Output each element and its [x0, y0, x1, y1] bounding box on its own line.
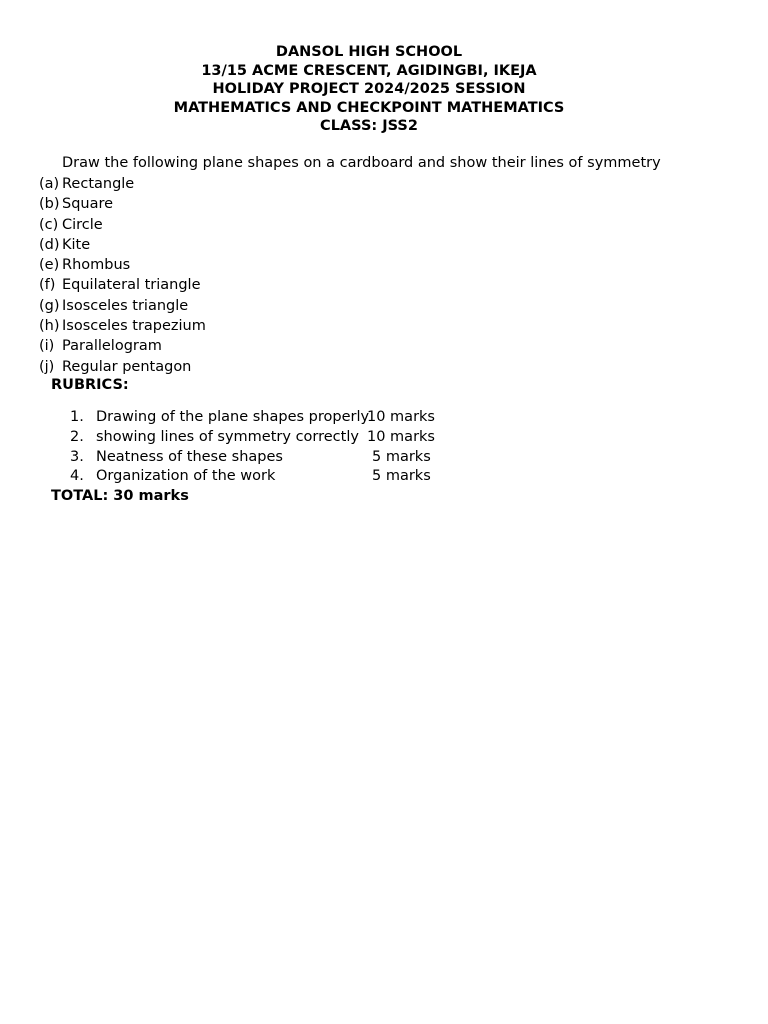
list-item [39, 194, 206, 214]
item-text: Regular pentagon [62, 358, 192, 375]
rubric-marks: 5 marks [372, 448, 431, 465]
item-letter: (c) [39, 216, 59, 233]
list-item [39, 296, 206, 316]
project-title: HOLIDAY PROJECT 2024/2025 SESSION [212, 81, 526, 97]
rubrics-list [70, 408, 490, 487]
item-text: Kite [62, 236, 91, 253]
rubrics-heading: RUBRICS: [51, 377, 129, 393]
subject-title: MATHEMATICS AND CHECKPOINT MATHEMATICS [173, 99, 565, 116]
item-text: Parallelogram [62, 338, 162, 355]
rubric-text: Neatness of these shapes [96, 448, 283, 465]
item-text: Isosceles triangle [62, 297, 189, 314]
rubric-marks: 5 marks [372, 468, 431, 485]
rubric-marks: 10 marks [367, 428, 435, 445]
rubric-text: Drawing of the plane shapes properly [96, 409, 370, 425]
item-letter: (i) [39, 338, 55, 355]
class-label: CLASS: JSS2 [320, 118, 418, 134]
item-text: Isosceles trapezium [62, 318, 206, 335]
item-letter: (f) [39, 277, 56, 294]
item-letter: (d) [39, 236, 60, 253]
list-item [39, 316, 206, 336]
rubric-item [70, 428, 490, 448]
rubric-item [70, 467, 490, 487]
list-item [39, 215, 206, 235]
list-item [39, 357, 206, 377]
list-item [39, 174, 206, 194]
item-letter: (b) [39, 196, 60, 213]
school-address: 13/15 ACME CRESCENT, AGIDINGBI, IKEJA [201, 62, 537, 79]
rubric-number: 2. [70, 428, 84, 445]
instruction-text: Draw the following plane shapes on a cardboard and show their lines of symmetry [62, 155, 661, 171]
shapes-list [39, 174, 206, 377]
item-letter: (j) [39, 358, 55, 375]
list-item [39, 275, 206, 295]
total-marks: TOTAL: 30 marks [51, 488, 189, 504]
list-item [39, 336, 206, 356]
item-text: Circle [62, 216, 103, 233]
rubric-text: Organization of the work [96, 468, 276, 485]
item-text: Rectangle [62, 176, 135, 192]
item-letter: (g) [39, 297, 60, 314]
document-header [0, 43, 738, 136]
rubric-item [70, 448, 490, 468]
rubric-item [70, 408, 490, 428]
item-text: Square [62, 196, 114, 213]
rubric-number: 1. [70, 409, 84, 425]
school-name: DANSOL HIGH SCHOOL [275, 44, 463, 60]
rubric-marks: 10 marks [367, 409, 435, 425]
item-text: Equilateral triangle [62, 277, 201, 294]
item-letter: (h) [39, 318, 60, 335]
item-letter: (a) [39, 176, 60, 192]
rubric-number: 4. [70, 468, 84, 485]
list-item [39, 255, 206, 275]
item-letter: (e) [39, 257, 60, 274]
rubric-number: 3. [70, 448, 84, 465]
item-text: Rhombus [62, 257, 131, 274]
rubric-text: showing lines of symmetry correctly [96, 428, 359, 445]
list-item [39, 235, 206, 255]
